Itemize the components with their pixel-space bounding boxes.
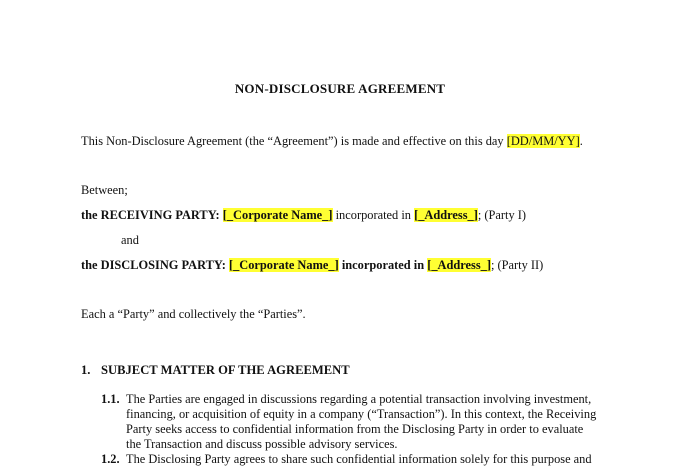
clause-1-1-text bbox=[126, 392, 600, 452]
receiving-address-field: [_Address_] bbox=[414, 208, 478, 222]
clause-line: The Parties are engaged in discussions regarding a potential transaction involving investment, bbox=[126, 392, 592, 406]
clause-line: the Transaction and discuss possible advisory services. bbox=[126, 437, 398, 451]
section-title: SUBJECT MATTER OF THE AGREEMENT bbox=[101, 363, 350, 377]
section-heading bbox=[81, 363, 350, 378]
receiving-party-line bbox=[81, 208, 526, 223]
clause-1-2-text: The Disclosing Party agrees to share such confidential information solely for this purpose and bbox=[126, 452, 592, 466]
date-field: [DD/MM/YY] bbox=[506, 134, 580, 148]
intro-paragraph bbox=[81, 134, 583, 149]
clause-number: 1.1. bbox=[101, 392, 120, 406]
clause-line: financing, or acquisition of equity in a company (“Transaction”). In this context, the Receiving bbox=[126, 407, 597, 421]
between-label: Between; bbox=[81, 183, 128, 197]
clause-line: Party seeks access to confidential information from the Disclosing Party in order to evaluate bbox=[126, 422, 584, 436]
document-title: NON-DISCLOSURE AGREEMENT bbox=[234, 81, 446, 96]
and-label: and bbox=[121, 233, 139, 247]
receiving-incorporated-text: incorporated in bbox=[335, 208, 411, 222]
intro-text: This Non-Disclosure Agreement (the “Agreement”) is made and effective on this day bbox=[81, 134, 507, 148]
disclosing-suffix: ; (Party II) bbox=[491, 258, 544, 272]
disclosing-address-field: [_Address_] bbox=[427, 258, 491, 272]
receiving-corporate-name-field: [_Corporate Name_] bbox=[222, 208, 333, 222]
disclosing-corporate-name-field: [_Corporate Name_] bbox=[228, 258, 339, 272]
intro-end: . bbox=[579, 134, 583, 148]
receiving-party-label: the RECEIVING PARTY: bbox=[81, 208, 220, 222]
disclosing-party-label: the DISCLOSING PARTY: bbox=[81, 258, 226, 272]
disclosing-party-line bbox=[81, 258, 543, 273]
parties-definition: Each a “Party” and collectively the “Parties”. bbox=[81, 307, 306, 321]
clause-number: 1.2. bbox=[101, 452, 120, 466]
section-number: 1. bbox=[81, 363, 91, 377]
receiving-suffix: ; (Party I) bbox=[477, 208, 527, 222]
disclosing-incorporated-text: incorporated in bbox=[341, 258, 425, 272]
